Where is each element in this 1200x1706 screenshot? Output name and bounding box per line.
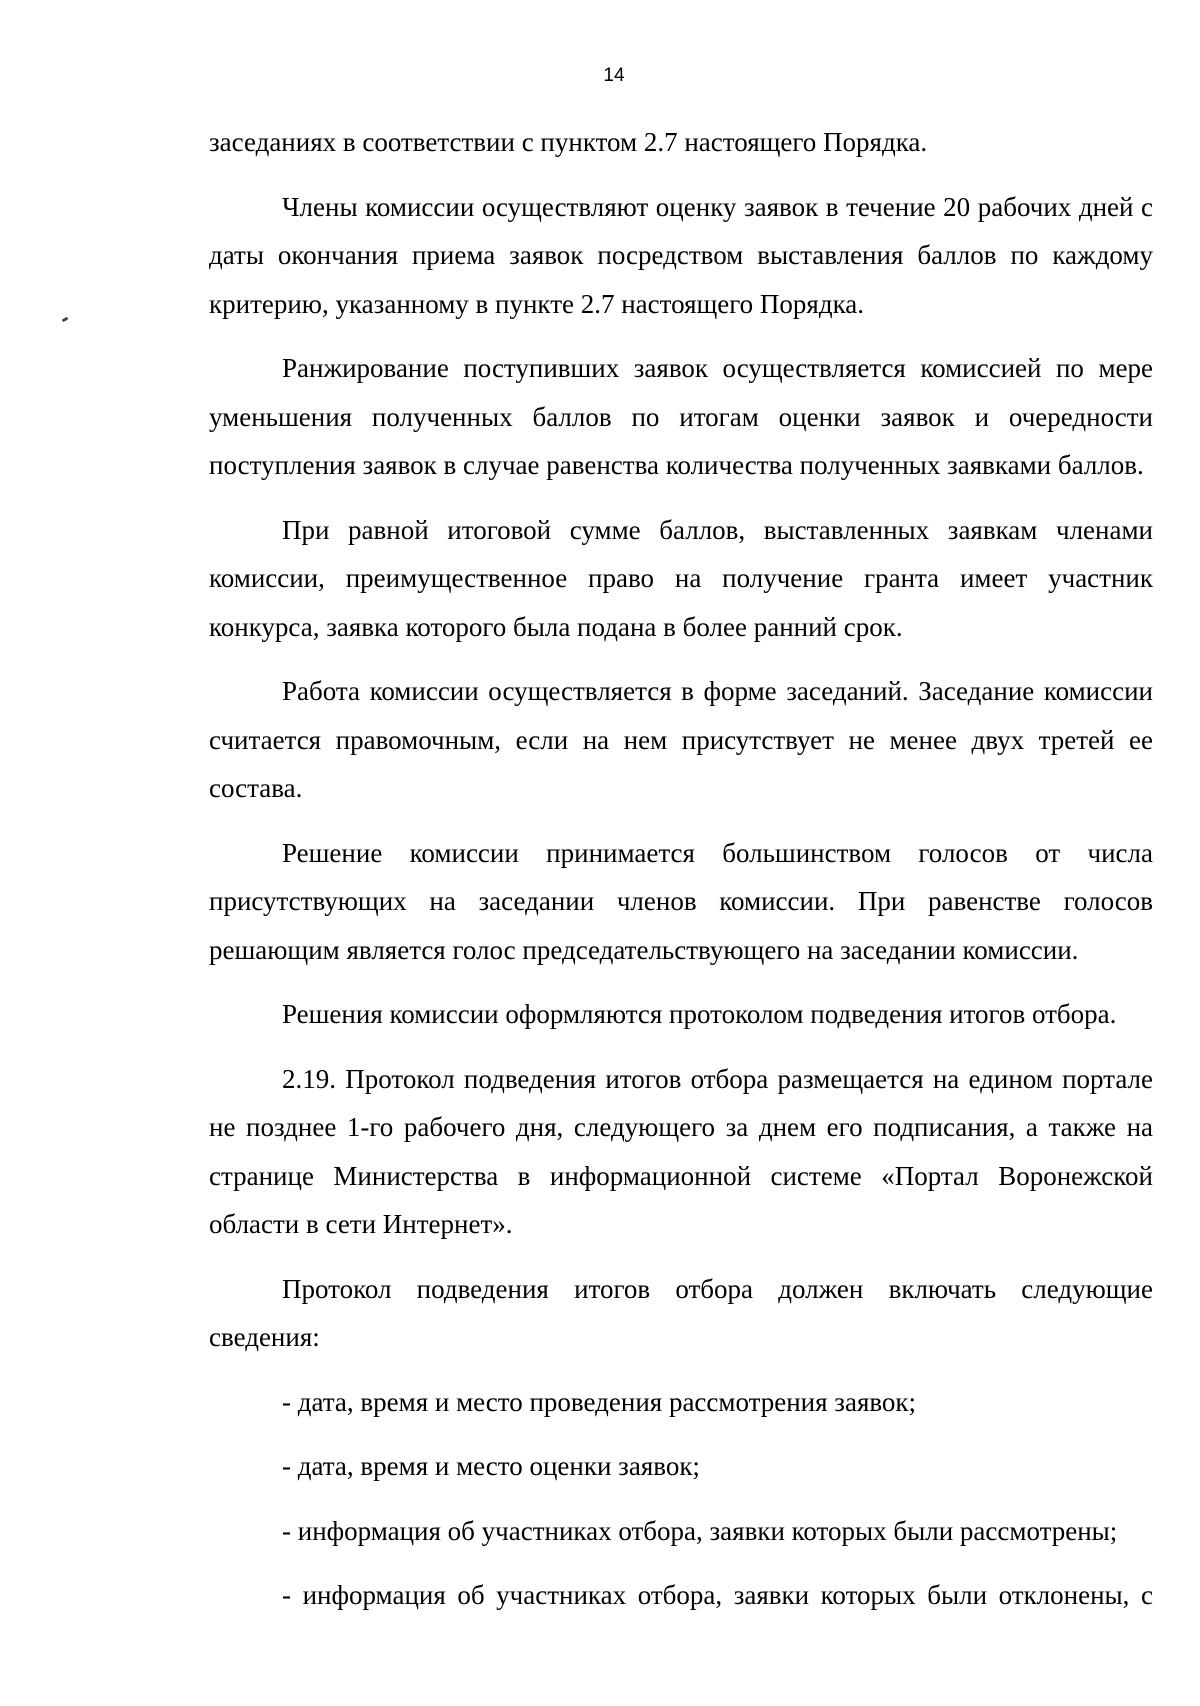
document-body	[209, 118, 1153, 1620]
paragraph-ranking: Ранжирование поступивших заявок осуществляется комиссией по мере уменьшения полученных баллов по итогам оценки заявок и очередности поступления заявок в случае равенства количества полученных заявками баллов.	[209, 353, 1153, 480]
paragraph-2-19: 2.19. Протокол подведения итогов отбора размещается на едином портале не позднее 1-го рабочего дня, следующего за днем его подписания, а также на странице Министерства в информационной системе «Портал Воронежской области в сети Интернет».	[209, 1063, 1153, 1239]
page-number: 14	[603, 65, 625, 86]
list-item-reviewed-participants: - информация об участниках отбора, заявки которых были рассмотрены;	[282, 1515, 1118, 1546]
list-item-evaluation-date: - дата, время и место оценки заявок;	[282, 1451, 700, 1481]
list-item-review-date: - дата, время и место проведения рассмотрения заявок;	[282, 1386, 917, 1417]
paragraph-decision-protocol: Решения комиссии оформляются протоколом подведения итогов отбора.	[282, 999, 1117, 1029]
paragraph-commission-work: Работа комиссии осуществляется в форме заседаний. Заседание комиссии считается правомочным, если на нем присутствует не менее двух третей ее состава.	[209, 676, 1153, 803]
scan-artifact	[62, 317, 69, 323]
list-item-rejected-participants: - информация об участниках отбора, заявки которых были отклонены, с	[282, 1580, 1153, 1610]
paragraph-continuation: заседаниях в соответствии с пунктом 2.7 настоящего Порядка.	[209, 127, 928, 157]
paragraph-decision-voting: Решение комиссии принимается большинством голосов от числа присутствующих на заседании членов комиссии. При равенстве голосов решающим является голос председательствующего на заседании комиссии.	[209, 837, 1153, 965]
paragraph-evaluation-period: Члены комиссии осуществляют оценку заявок в течение 20 рабочих дней с даты окончания приема заявок посредством выставления баллов по каждому критерию, указанному в пункте 2.7 настоящего Порядка.	[209, 191, 1153, 319]
paragraph-equal-score: При равной итоговой сумме баллов, выставленных заявкам членами комиссии, преимущественное право на получение гранта имеет участник конкурса, заявка которого была подана в более ранний срок.	[209, 514, 1153, 642]
paragraph-protocol-contents: Протокол подведения итогов отбора должен включать следующие сведения:	[209, 1273, 1153, 1352]
